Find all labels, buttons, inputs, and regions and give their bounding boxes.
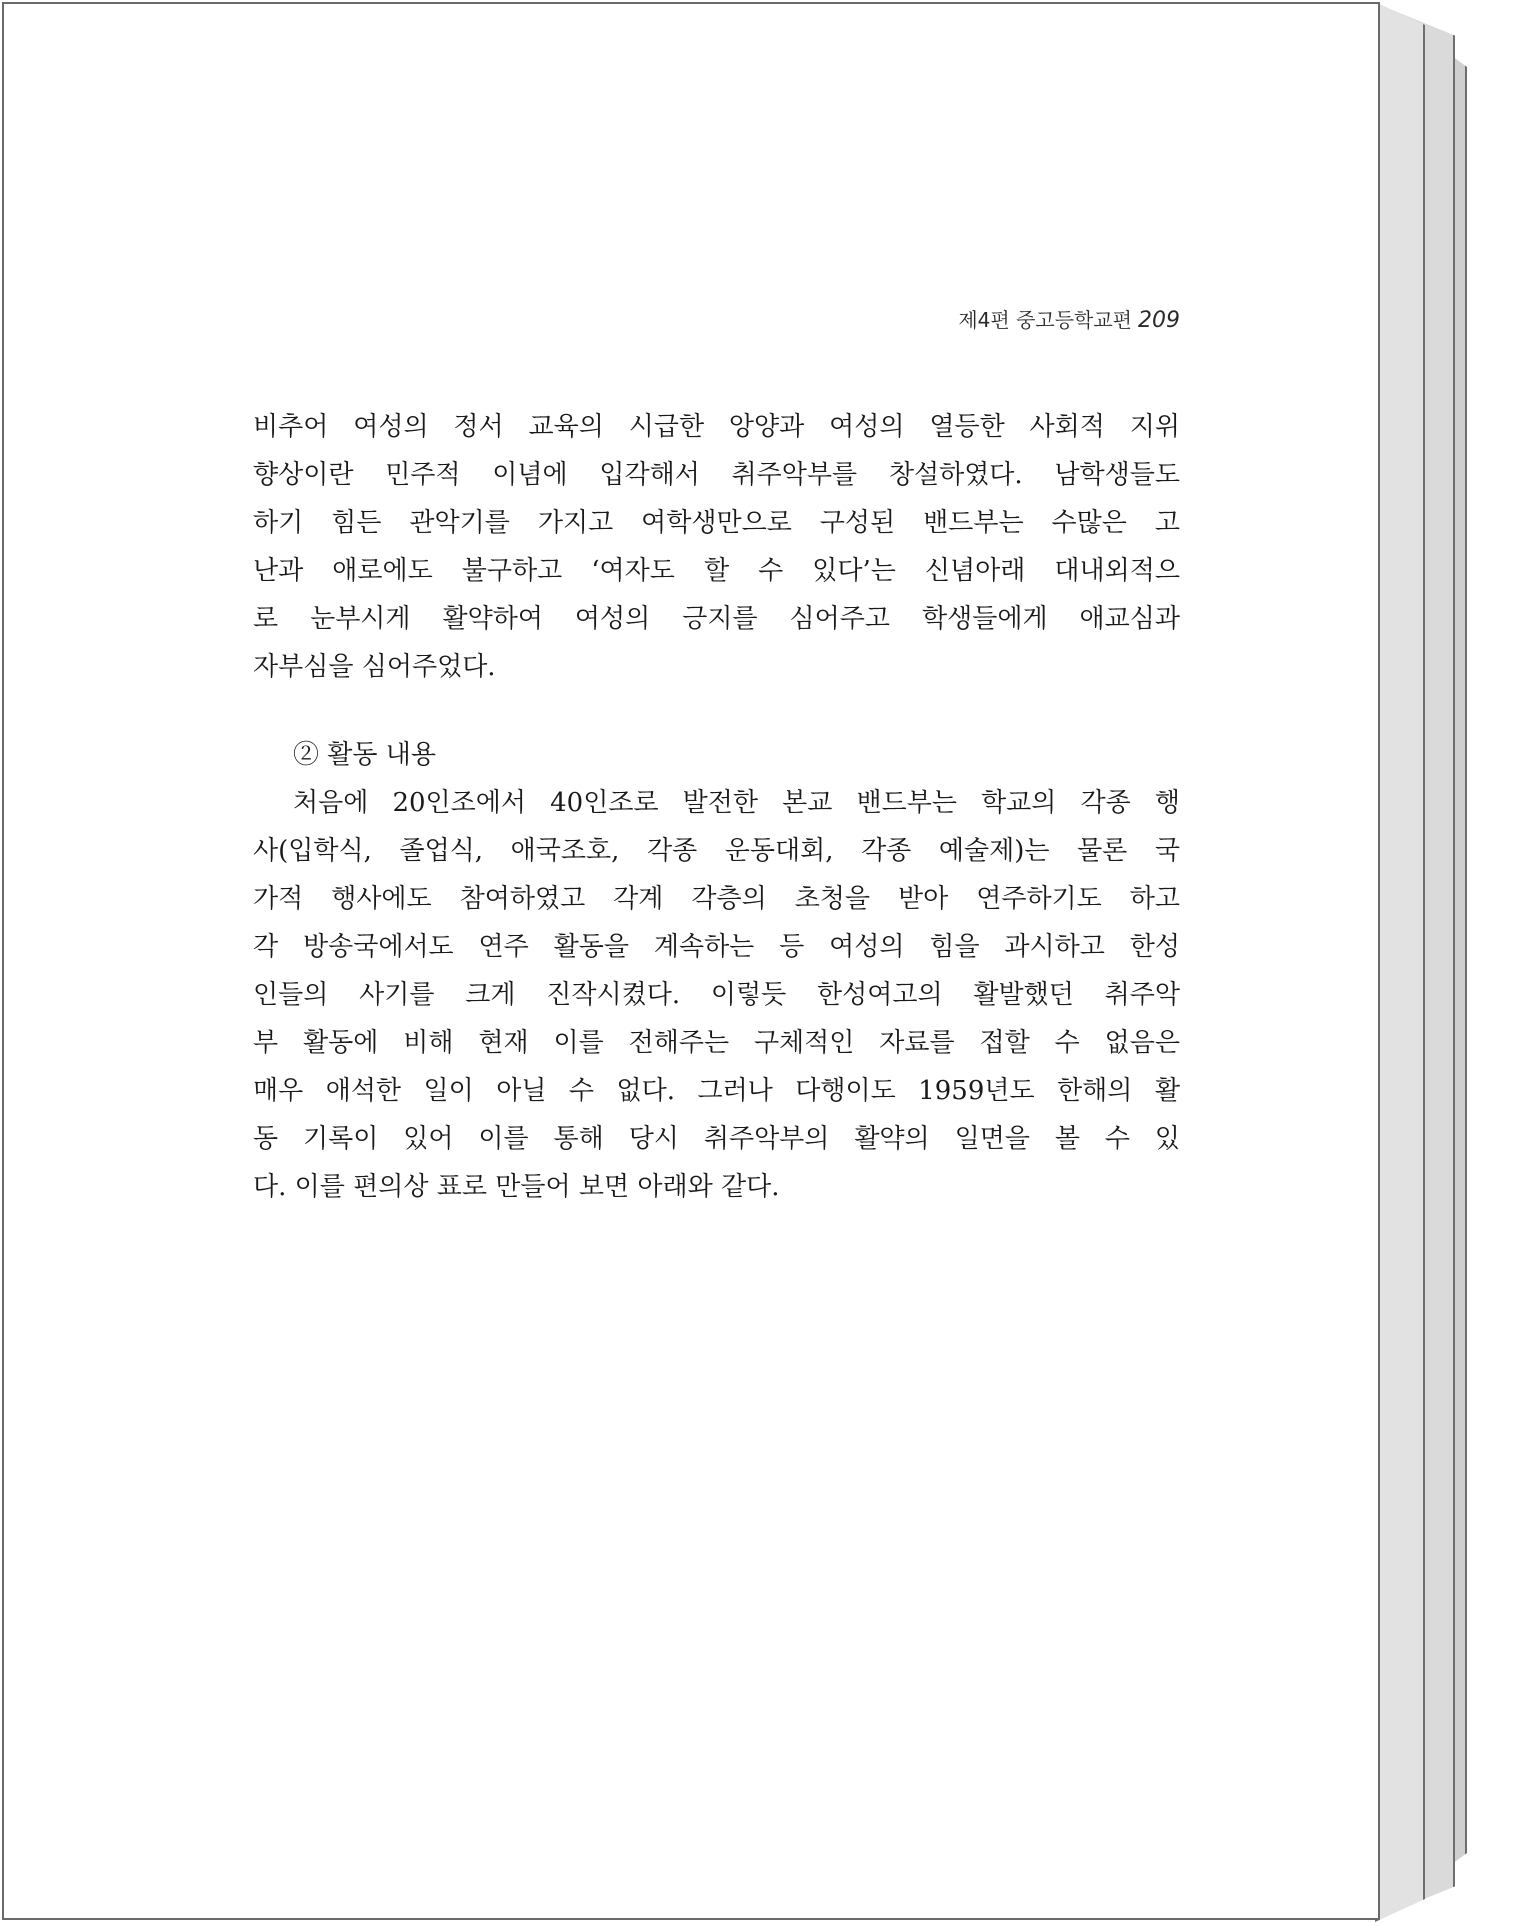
- text-line: 가적 행사에도 참여하였고 각계 각층의 초청을 받아 연주하기도 하고: [253, 884, 1180, 914]
- text-line: 로 눈부시게 활약하여 여성의 긍지를 심어주고 학생들에게 애교심과: [253, 604, 1180, 634]
- text-line: 부 활동에 비해 현재 이를 전해주는 구체적인 자료를 접할 수 없음은: [253, 1028, 1180, 1058]
- section-heading: ② 활동 내용: [293, 740, 436, 770]
- running-header-section: 제4편 중고등학교편: [958, 308, 1132, 332]
- text-line: 난과 애로에도 불구하고 ‘여자도 할 수 있다’는 신념아래 대내외적으: [253, 556, 1180, 586]
- paragraph-1: [253, 403, 1180, 691]
- text-line: 매우 애석한 일이 아닐 수 없다. 그러나 다행이도 1959년도 한해의 활: [253, 1076, 1180, 1106]
- text-line: 사(입학식, 졸업식, 애국조호, 각종 운동대회, 각종 예술제)는 물론 국: [253, 836, 1180, 866]
- text-line: 인들의 사기를 크게 진작시켰다. 이렇듯 한성여고의 활발했던 취주악: [253, 980, 1180, 1010]
- running-header: [800, 304, 1180, 333]
- page-number: 209: [1138, 308, 1180, 333]
- text-line: 다. 이를 편의상 표로 만들어 보면 아래와 같다.: [253, 1172, 780, 1202]
- text-line: 하기 힘든 관악기를 가지고 여학생만으로 구성된 밴드부는 수많은 고: [253, 508, 1180, 538]
- text-line: 동 기록이 있어 이를 통해 당시 취주악부의 활약의 일면을 볼 수 있: [253, 1124, 1180, 1154]
- page-edge-front: [1375, 2, 1425, 1922]
- text-line: 향상이란 민주적 이념에 입각해서 취주악부를 창설하였다. 남학생들도: [253, 460, 1180, 490]
- text-line: 각 방송국에서도 연주 활동을 계속하는 등 여성의 힘을 과시하고 한성: [253, 932, 1180, 962]
- text-line: 비추어 여성의 정서 교육의 시급한 앙양과 여성의 열등한 사회적 지위: [253, 412, 1180, 442]
- paragraph-2: [253, 779, 1180, 1211]
- text-line: 처음에 20인조에서 40인조로 발전한 본교 밴드부는 학교의 각종 행: [293, 788, 1180, 818]
- text-line: 자부심을 심어주었다.: [253, 652, 496, 682]
